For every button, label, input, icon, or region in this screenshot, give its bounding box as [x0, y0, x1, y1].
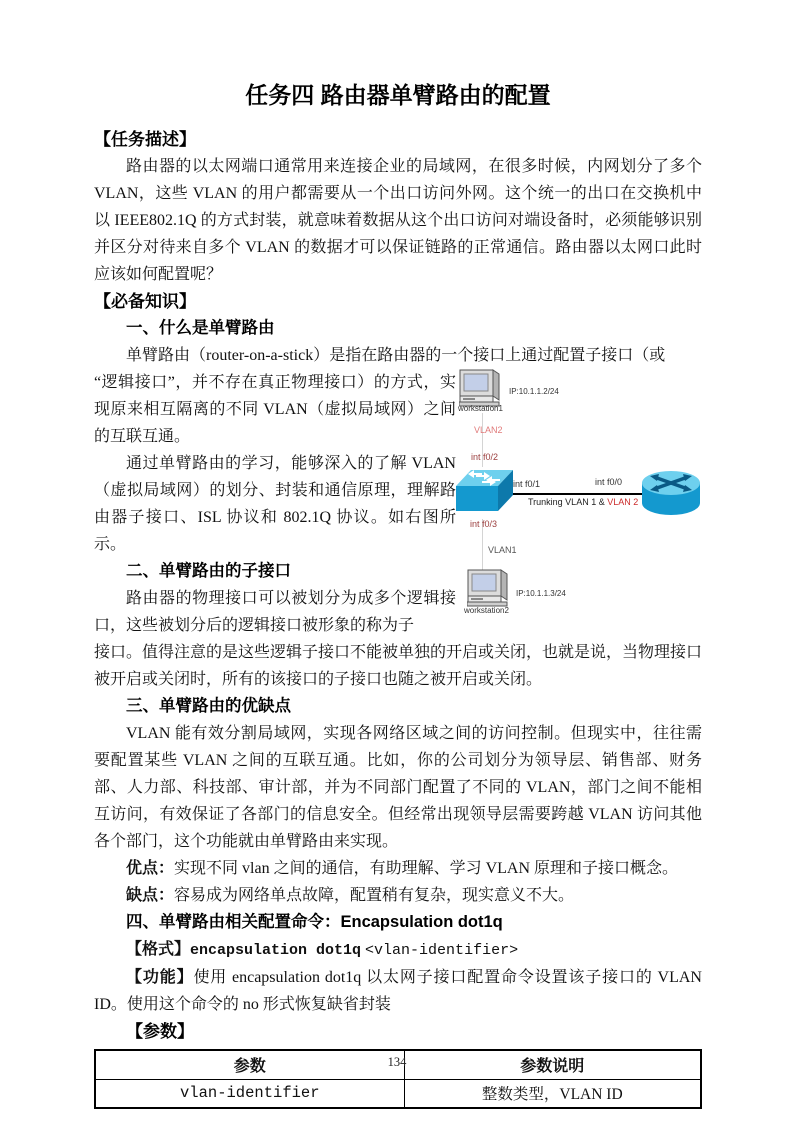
function-text: 使用 encapsulation dot1q 以太网子接口配置命令设置该子接口的 VLAN ID。使用这个命令的 no 形式恢复缺省封装	[94, 969, 702, 1013]
text-figure-row	[94, 369, 702, 639]
interface-f0-0-label: int f0/0	[595, 477, 623, 487]
cell-parameter-name: vlan-identifier	[95, 1079, 404, 1108]
pros-text: 实现不同 vlan 之间的通信，有助理解、学习 VLAN 原理和子接口概念。	[174, 860, 679, 877]
heading-task-description: 【任务描述】	[94, 130, 196, 149]
page-number: 134	[387, 1055, 407, 1069]
trunk-link-label	[528, 497, 638, 507]
workstation1-ip-label: IP:10.1.1.2/24	[509, 387, 559, 396]
heading-section-4: 四、单臂路由相关配置命令：Encapsulation dot1q	[126, 913, 503, 931]
table-row	[95, 1079, 701, 1108]
section2-paragraph-narrow: 路由器的物理接口可以被划分为成多个逻辑接口，这些被划分后的逻辑接口被形象的称为子	[94, 590, 456, 634]
vlan2-label: VLAN2	[474, 425, 503, 435]
section1-first-line: 单臂路由（router-on-a-stick）是指在路由器的一个接口上通过配置子接口（或	[126, 347, 666, 364]
section2-paragraph-full: 接口。值得注意的是这些逻辑子接口不能被单独的开启或关闭，也就是说，当物理接口被开启或关闭时，所有的该接口的子接口也随之被开启或关闭。	[94, 644, 703, 688]
wrapped-text-column	[94, 369, 456, 639]
heading-section-2: 二、单臂路由的子接口	[126, 562, 291, 580]
page-title: 任务四 路由器单臂路由的配置	[245, 82, 551, 108]
trunk-label-red-part: VLAN 2	[607, 497, 639, 507]
pros-line	[94, 855, 702, 882]
function-label: 【功能】	[126, 969, 194, 986]
cell-parameter-description: 整数类型，VLAN ID	[404, 1079, 701, 1108]
cons-line	[94, 882, 702, 909]
format-argument: <vlan-identifier>	[365, 942, 519, 959]
task-description-paragraph: 路由器的以太网端口通常用来连接企业的局域网，在很多时候，内网划分了多个 VLAN，这些 VLAN 的用户都需要从一个出口访问外网。这个统一的出口在交换机中以 IEEE802.1Q 的方式封装，就意味着数据从这个出口访问对端设备时，必须能够识别并区分对待来自多个 VLAN 的数据才可以保证链路的正常通信。路由器以太网口此时应该如何配置呢？	[94, 158, 702, 283]
router-icon	[640, 469, 702, 517]
section1-paragraph1-rest: “逻辑接口”，并不存在真正物理接口）的方式，实现原来相互隔离的不同 VLAN（虚拟局域网）之间的互联互通。	[94, 374, 456, 445]
column-header-description: 参数说明	[404, 1050, 701, 1079]
pros-label: 优点：	[126, 860, 175, 877]
column-header-parameter: 参数	[95, 1050, 404, 1079]
section3-paragraph: VLAN 能有效分割局域网，实现各网络区域之间的访问控制。但现实中，往往需要配置某些 VLAN 之间的互联互通。比如，你的公司划分为领导层、销售部、财务部、人力部、科技部、审计部，并为不同部门配置了不同的 VLAN，部门之间不能相互访问，有效保证了各部门的信息安全。但经常出现领导层需要跨越 VLAN 访问其他各个部门，这个功能就由单臂路由来实现。	[94, 725, 702, 850]
cons-label: 缺点：	[126, 887, 175, 904]
cons-text: 容易成为网络单点故障，配置稍有复杂，现实意义不大。	[174, 887, 575, 904]
network-topology-figure	[456, 369, 702, 629]
interface-f0-1-label: int f0/1	[513, 479, 541, 489]
interface-f0-2-label: int f0/2	[471, 452, 499, 462]
workstation1-name-label: workstation1	[458, 404, 503, 413]
page-content	[94, 0, 702, 1109]
format-label: 【格式】	[126, 941, 191, 958]
workstation2-name-label: workstation2	[464, 606, 509, 615]
trunk-label-black-part: Trunking VLAN 1 &	[528, 497, 608, 507]
heading-required-knowledge: 【必备知识】	[94, 292, 196, 311]
format-command: encapsulation dot1q	[190, 942, 362, 959]
heading-section-3: 三、单臂路由的优缺点	[126, 697, 291, 715]
heading-section-1: 一、什么是单臂路由	[126, 319, 275, 337]
workstation2-ip-label: IP:10.1.1.3/24	[516, 589, 566, 598]
section1-paragraph2: 通过单臂路由的学习，能够深入的了解 VLAN（虚拟局域网）的划分、封装和通信原理，理解路由器子接口、ISL 协议和 802.1Q 协议。如右图所示。	[94, 455, 456, 553]
interface-f0-3-label: int f0/3	[470, 519, 498, 529]
format-line	[94, 936, 702, 964]
switch-icon	[456, 465, 513, 517]
link-switch-router	[510, 493, 644, 495]
vlan1-label: VLAN1	[488, 545, 517, 555]
heading-parameters: 【参数】	[126, 1022, 194, 1041]
function-line	[94, 964, 702, 1018]
